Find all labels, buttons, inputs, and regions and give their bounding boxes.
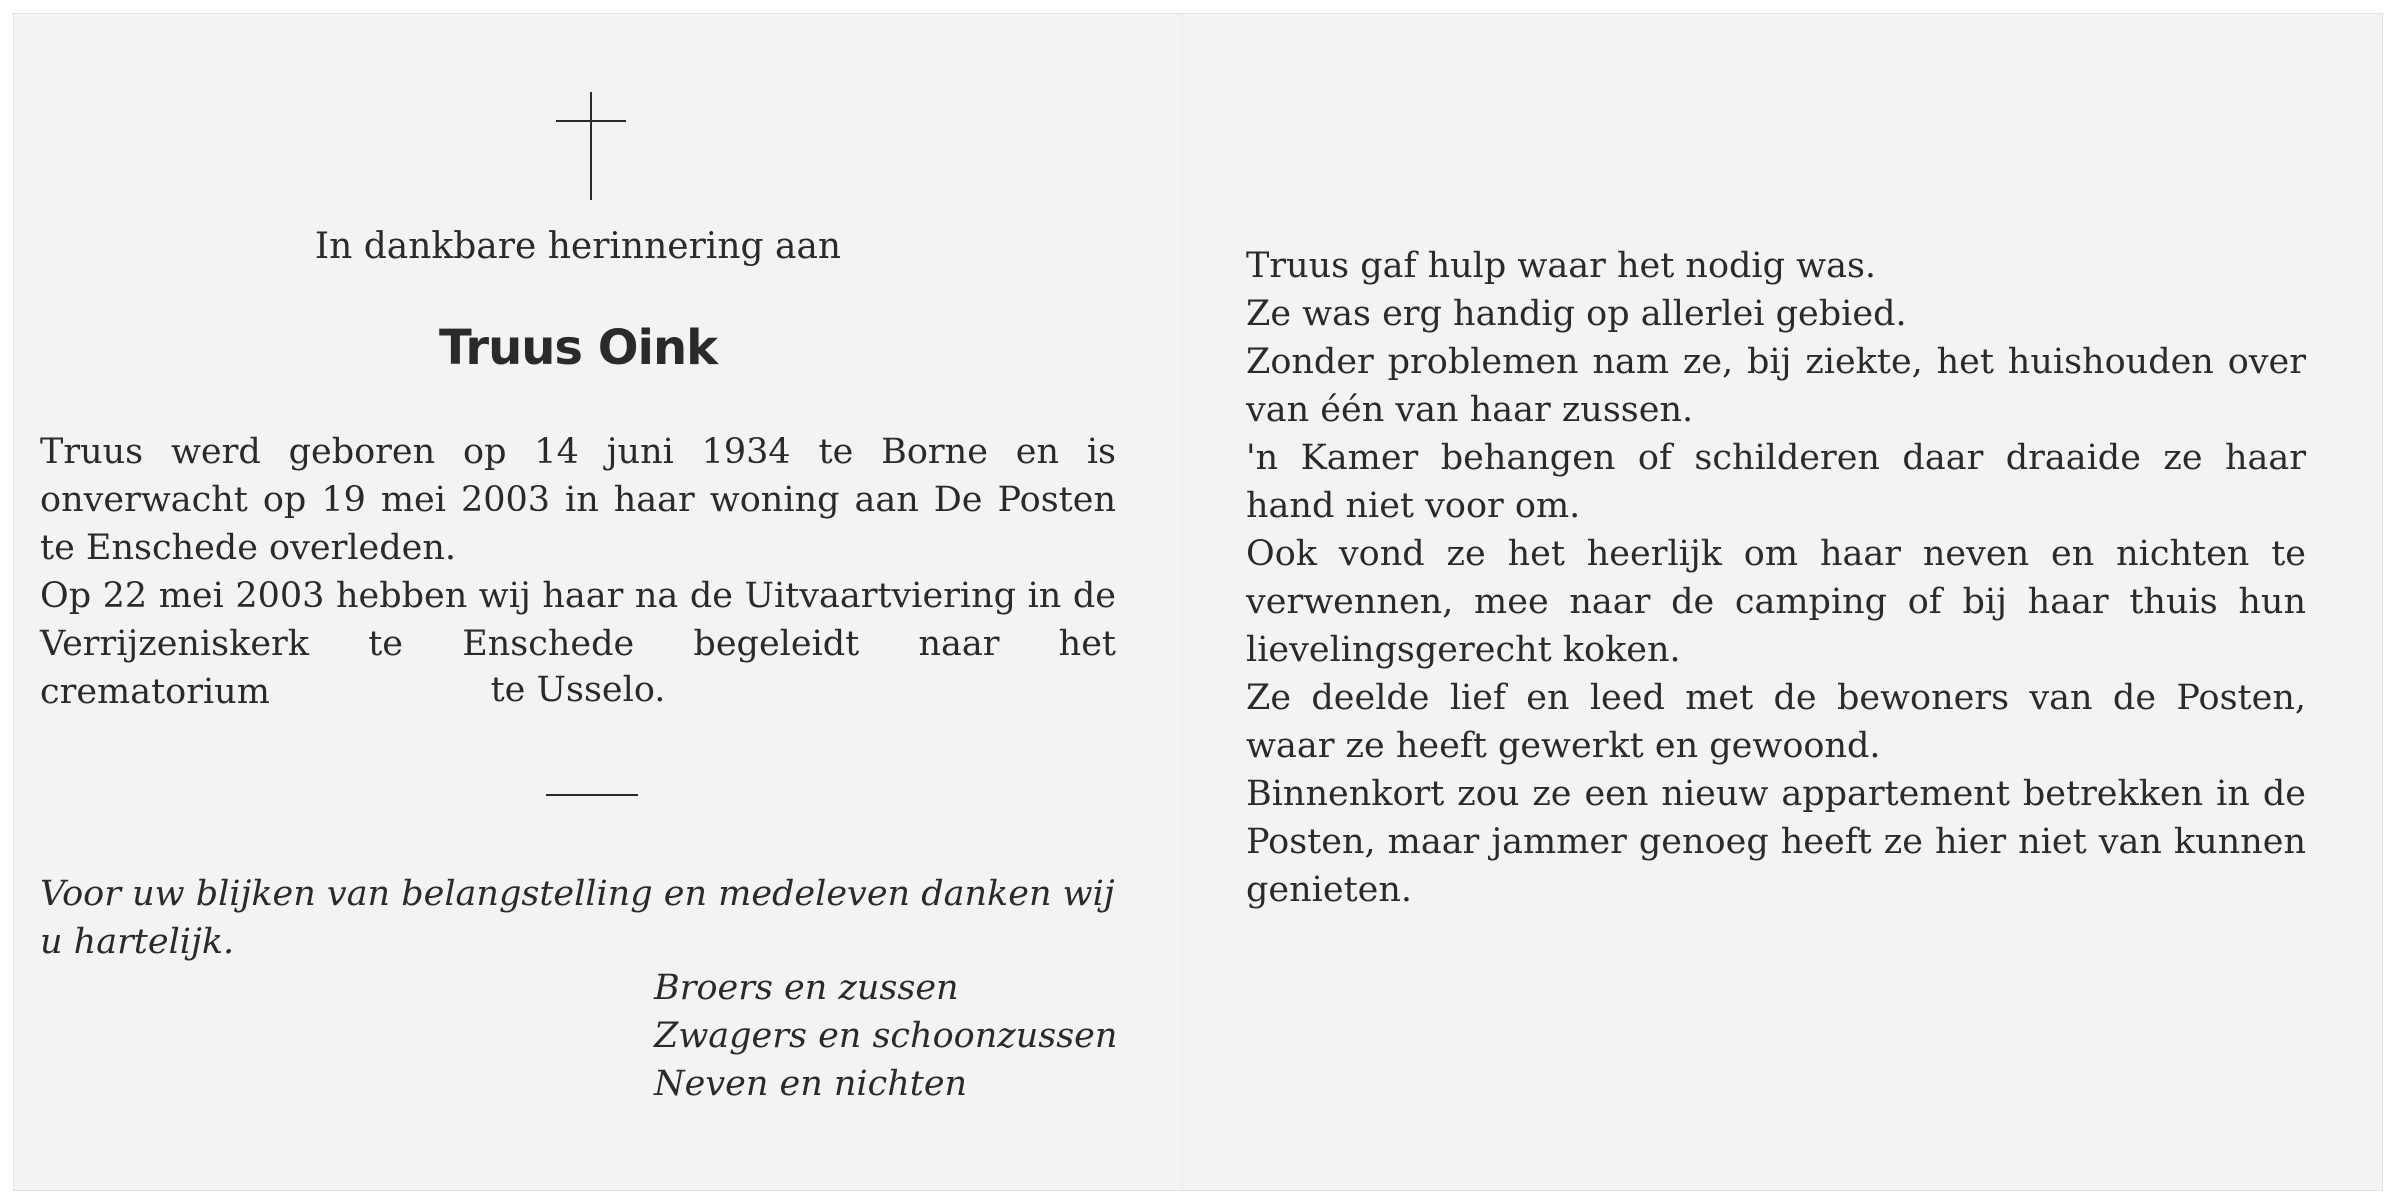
signoff <box>654 964 1117 1108</box>
story-paragraph: Ze was erg handig op allerlei gebied. <box>1246 294 1907 334</box>
story-paragraph: Truus gaf hulp waar het nodig was. <box>1246 246 1877 286</box>
cross-icon <box>556 92 626 200</box>
memorial-card <box>14 14 2382 1190</box>
story-paragraph: Zonder problemen nam ze, bij ziekte, het huishouden over van één van haar zussen. <box>1246 342 2306 430</box>
signoff-line: Broers en zussen <box>654 968 959 1008</box>
signoff-line: Neven en nichten <box>654 1064 968 1104</box>
story-paragraph: Ze deelde lief en leed met de bewoners van de Posten, waar ze heeft gewerkt en gewoond. <box>1246 678 2306 766</box>
bio-place: te Usselo. <box>490 670 666 710</box>
right-page <box>1246 14 2306 1190</box>
story-paragraph: 'n Kamer behangen of schilderen daar draaide ze haar hand niet voor om. <box>1246 438 2306 526</box>
story-paragraph: Ook vond ze het heerlijk om haar neven en nichten te verwennen, mee naar de camping of bij haar thuis hun lievelingsgerecht koken. <box>1246 534 2306 670</box>
story-paragraph: Binnenkort zou ze een nieuw appartement betrekken in de Posten, maar jammer genoeg heeft ze hier niet van kunnen genieten. <box>1246 774 2306 910</box>
bio-paragraph: Op 22 mei 2003 hebben wij haar na de Uitvaartviering in de Verrijzeniskerk te Enschede begeleidt naar het crematorium <box>40 576 1116 712</box>
left-page <box>40 14 1116 1190</box>
story-text <box>1246 242 2306 914</box>
card-fold <box>1182 14 1184 1190</box>
bio-paragraph: Truus werd geboren op 14 juni 1934 te Borne en is onverwacht op 19 mei 2003 in haar woning aan De Posten te Enschede overleden. <box>40 432 1116 568</box>
thanks-text: Voor uw blijken van belangstelling en medeleven danken wij u hartelijk. <box>40 874 1115 962</box>
deceased-name: Truus Oink <box>438 320 718 376</box>
divider <box>546 794 638 796</box>
intro-text: In dankbare herinnering aan <box>314 226 842 267</box>
signoff-line: Zwagers en schoonzussen <box>654 1016 1118 1056</box>
